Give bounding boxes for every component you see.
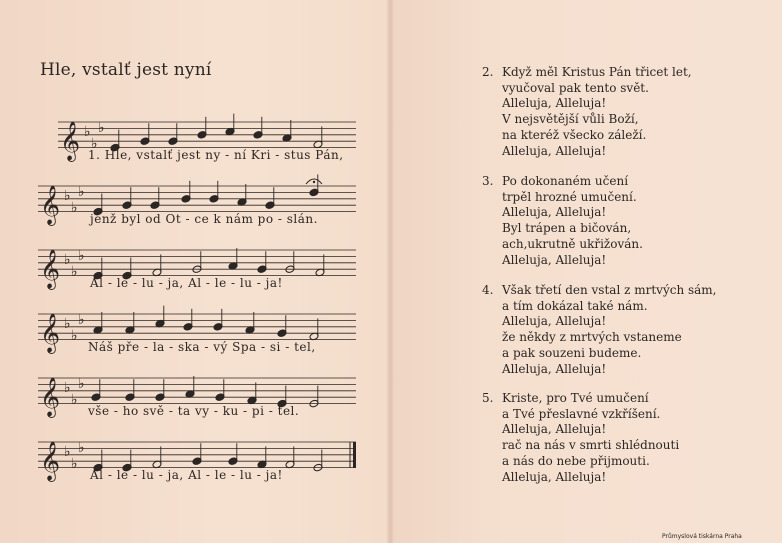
flat-sign-icon: ♭ — [71, 392, 78, 408]
stanza-line: a nás do nebe přijmouti. — [502, 453, 650, 468]
flat-sign-icon: ♭ — [71, 456, 78, 472]
stanza-number: 4. — [482, 283, 494, 297]
flat-sign-icon: ♭ — [98, 120, 105, 136]
flat-sign-icon: ♭ — [78, 184, 85, 200]
treble-clef-icon: 𝄞 — [40, 313, 61, 353]
treble-clef-icon: 𝄞 — [40, 249, 61, 289]
flat-sign-icon: ♭ — [64, 316, 71, 332]
stanza-line: Alleluja, Alleluja! — [502, 252, 607, 267]
flat-sign-icon: ♭ — [64, 188, 71, 204]
flat-sign-icon: ♭ — [78, 248, 85, 264]
stanza-line: ach,ukrutně ukřižován. — [502, 236, 643, 251]
flat-sign-icon: ♭ — [78, 440, 85, 456]
treble-clef-icon: 𝄞 — [40, 441, 61, 481]
stanza-line: Byl trápen a bičován, — [502, 221, 632, 236]
flat-sign-icon: ♭ — [71, 328, 78, 344]
lyric-line-2: jenž byl od Ot - ce k nám po - slán. — [90, 212, 318, 226]
lyric-line-4: Náš pře - la - ska - vý Spa - si - tel, — [88, 340, 316, 354]
stanza-line: V nejsvětější vůli Boží, — [502, 112, 639, 127]
treble-clef-icon: 𝄞 — [40, 377, 61, 417]
treble-clef-icon: 𝄞 — [60, 121, 81, 161]
flat-sign-icon: ♭ — [71, 264, 78, 280]
song-title: Hle, vstalť jest nyní — [40, 60, 212, 80]
stanza-line: na kteréž všecko záleží. — [502, 127, 647, 142]
flat-sign-icon: ♭ — [64, 380, 71, 396]
stanza-line: a tím dokázal také nám. — [502, 298, 648, 313]
stanza-line: Alleluja, Alleluja! — [502, 205, 607, 220]
flat-sign-icon: ♭ — [78, 312, 85, 328]
stanza-line: Alleluja, Alleluja! — [502, 314, 607, 329]
stanza-line: a Tvé přeslavné vzkříšení. — [502, 406, 661, 421]
stanza-line: Když měl Kristus Pán třicet let, — [502, 65, 692, 79]
flat-sign-icon: ♭ — [78, 376, 85, 392]
flat-sign-icon: ♭ — [64, 444, 71, 460]
printer-imprint: Průmyslová tiskárna Praha — [662, 533, 742, 540]
treble-clef-icon: 𝄞 — [40, 185, 61, 225]
lyric-line-6: Al - le - lu - ja, Al - le - lu - ja! — [90, 468, 283, 482]
lyric-line-1: 1. Hle, vstalť jest ny - ní Kri - stus Pán, — [88, 148, 344, 162]
stanza-number: 3. — [482, 174, 494, 188]
stanza-number: 5. — [482, 391, 494, 405]
stanza-line: Alleluja, Alleluja! — [502, 361, 607, 376]
stanza-line: Alleluja, Alleluja! — [502, 143, 607, 158]
stanza-line: že někdy z mrtvých vstaneme — [502, 330, 682, 345]
stanza-line: rač na nás v smrti shlédnouti — [502, 438, 680, 453]
flat-sign-icon: ♭ — [71, 200, 78, 216]
flat-sign-icon: ♭ — [84, 124, 91, 140]
lyric-line-3: Al - le - lu - ja, Al - le - lu - ja! — [90, 276, 283, 290]
lyric-line-5: vše - ho svě - ta vy - ku - pi - tel. — [88, 404, 300, 418]
stanza-line: trpěl hrozné umučení. — [502, 189, 637, 204]
final-barline-thick — [353, 442, 356, 468]
stanza-number: 2. — [482, 65, 494, 79]
stanza-line: Alleluja, Alleluja! — [502, 96, 607, 111]
stanza-line: Alleluja, Alleluja! — [502, 422, 607, 437]
stanza-line: Po dokonaném učení — [502, 174, 629, 188]
fermata-dot — [313, 181, 315, 183]
flat-sign-icon: ♭ — [64, 252, 71, 268]
flat-sign-icon: ♭ — [91, 136, 98, 152]
stanza-line: Alleluja, Alleluja! — [502, 469, 607, 484]
stanza-line: Však třetí den vstal z mrtvých sám, — [502, 283, 717, 297]
stanza-line: Kriste, pro Tvé umučení — [502, 391, 649, 405]
stanza-line: a pak souzeni budeme. — [502, 345, 642, 360]
stanza-line: vyučoval pak tento svět. — [502, 80, 649, 95]
